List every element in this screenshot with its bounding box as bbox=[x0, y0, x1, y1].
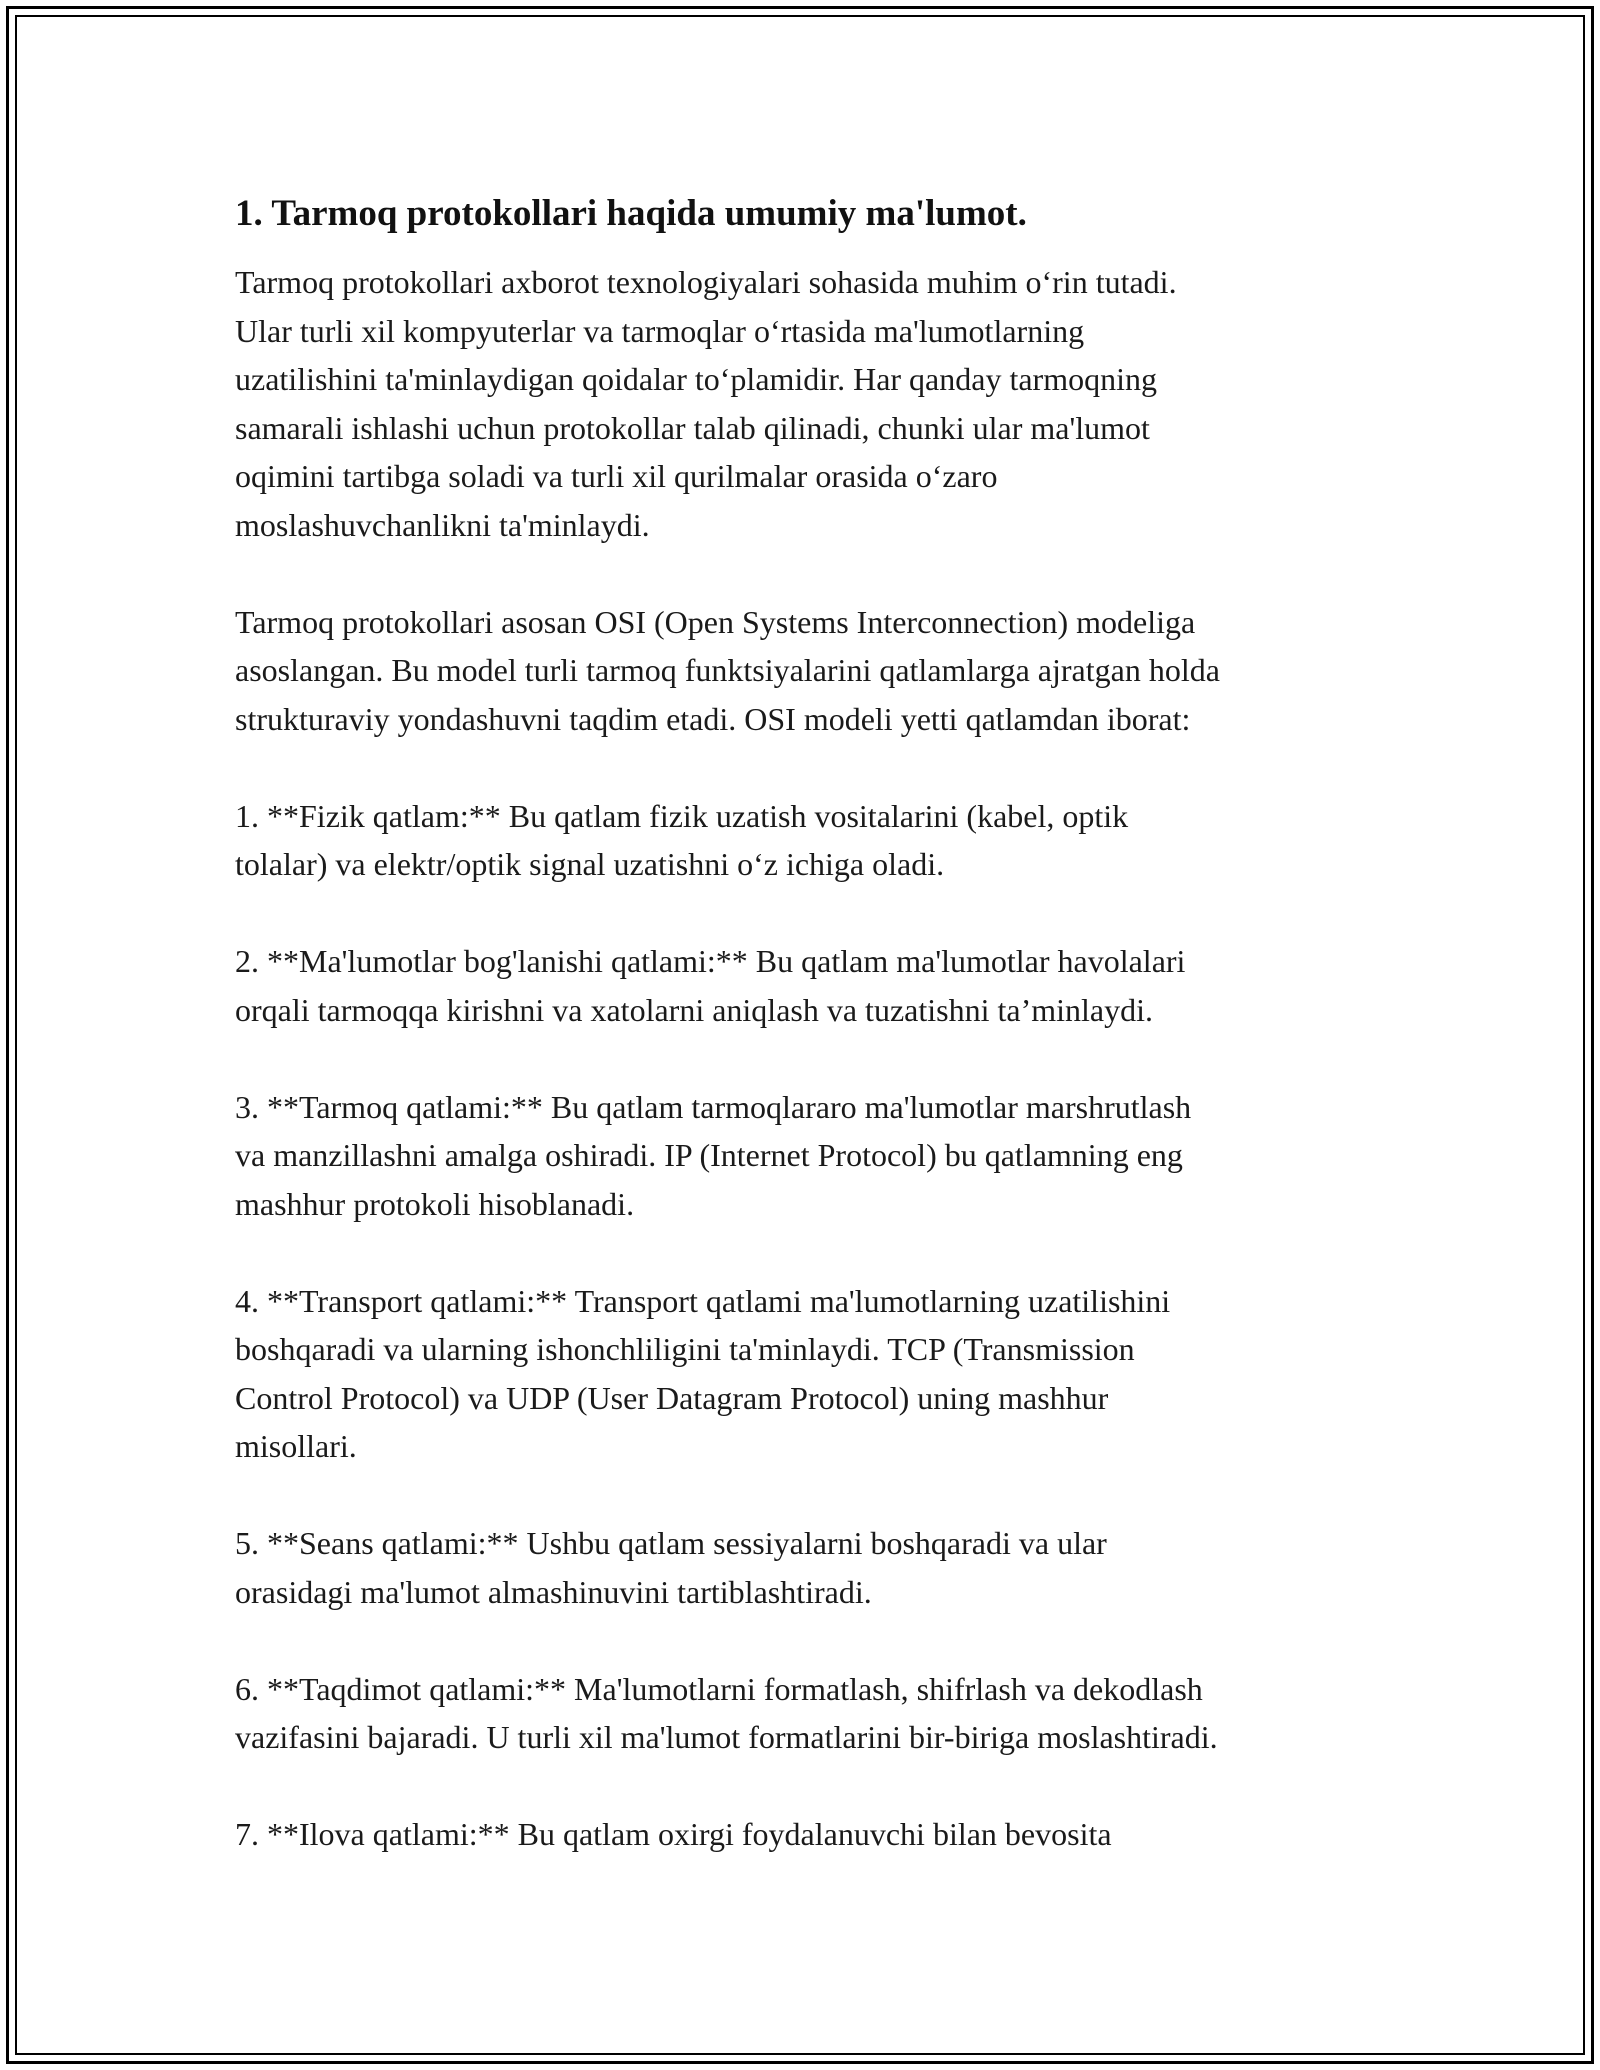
list-item-session-layer bbox=[235, 1519, 1395, 1616]
text-line: va manzillashni amalga oshiradi. IP (Internet Protocol) bu qatlamning eng bbox=[235, 1137, 1183, 1173]
list-item-data-link-layer bbox=[235, 937, 1395, 1034]
list-item-presentation-layer bbox=[235, 1665, 1395, 1762]
text-line: misollari. bbox=[235, 1428, 357, 1464]
text-line: mashhur protokoli hisoblanadi. bbox=[235, 1185, 635, 1222]
text-line: Control Protocol) va UDP (User Datagram Protocol) uning mashhur bbox=[235, 1379, 1109, 1416]
text-line: 4. **Transport qatlami:** Transport qatlami ma'lumotlarning uzatilishini bbox=[235, 1282, 1171, 1319]
text-line: samarali ishlashi uchun protokollar talab qilinadi, chunki ular ma'lumot bbox=[235, 409, 1150, 446]
list-item-network-layer bbox=[235, 1083, 1395, 1229]
document-body bbox=[235, 190, 1395, 1907]
paragraph-intro bbox=[235, 258, 1395, 549]
text-line: strukturaviy yondashuvni taqdim etadi. OSI modeli yetti qatlamdan iborat: bbox=[235, 700, 1191, 737]
list-item-physical-layer bbox=[235, 792, 1395, 889]
text-line: 7. **Ilova qatlami:** Bu qatlam oxirgi foydalanuvchi bilan bevosita bbox=[235, 1816, 1112, 1852]
text-line: moslashuvchanlikni ta'minlaydi. bbox=[235, 506, 650, 543]
paragraph-osi-intro bbox=[235, 598, 1395, 744]
text-line: Tarmoq protokollari asosan OSI (Open Systems Interconnection) modeliga bbox=[235, 603, 1196, 640]
text-line: 6. **Taqdimot qatlami:** Ma'lumotlarni formatlash, shifrlash va dekodlash bbox=[235, 1670, 1203, 1707]
text-line: asoslangan. Bu model turli tarmoq funktsiyalarini qatlamlarga ajratgan holda bbox=[235, 652, 1220, 688]
text-line: Ular turli xil kompyuterlar va tarmoqlar o‘rtasida ma'lumotlarning bbox=[235, 312, 1085, 349]
list-item-transport-layer bbox=[235, 1277, 1395, 1471]
text-line: 3. **Tarmoq qatlami:** Bu qatlam tarmoqlararo ma'lumotlar marshrutlash bbox=[235, 1088, 1192, 1125]
text-line: 2. **Ma'lumotlar bog'lanishi qatlami:** Bu qatlam ma'lumotlar havolalari bbox=[235, 943, 1186, 979]
text-line: orasidagi ma'lumot almashinuvini tartiblashtiradi. bbox=[235, 1573, 872, 1610]
text-line: Tarmoq protokollari axborot texnologiyalari sohasida muhim o‘rin tutadi. bbox=[235, 264, 1177, 300]
text-line: oqimini tartibga soladi va turli xil qurilmalar orasida o‘zaro bbox=[235, 458, 998, 494]
text-line: 1. **Fizik qatlam:** Bu qatlam fizik uzatish vositalarini (kabel, optik bbox=[235, 797, 1129, 834]
text-line: orqali tarmoqqa kirishni va xatolarni aniqlash va tuzatishni ta’minlaydi. bbox=[235, 991, 1153, 1028]
text-line: uzatilishini ta'minlaydigan qoidalar to‘plamidir. Har qanday tarmoqning bbox=[235, 361, 1157, 397]
text-line: vazifasini bajaradi. U turli xil ma'lumot formatlarini bir-biriga moslashtiradi. bbox=[235, 1719, 1218, 1755]
list-item-application-layer bbox=[235, 1810, 1395, 1859]
text-line: tolalar) va elektr/optik signal uzatishni o‘z ichiga oladi. bbox=[235, 846, 945, 882]
document-heading: 1. Tarmoq protokollari haqida umumiy ma'lumot. bbox=[235, 193, 1027, 234]
text-line: 5. **Seans qatlami:** Ushbu qatlam sessiyalarni boshqaradi va ular bbox=[235, 1525, 1107, 1561]
text-line: boshqaradi va ularning ishonchliligini ta'minlaydi. TCP (Transmission bbox=[235, 1331, 1135, 1367]
